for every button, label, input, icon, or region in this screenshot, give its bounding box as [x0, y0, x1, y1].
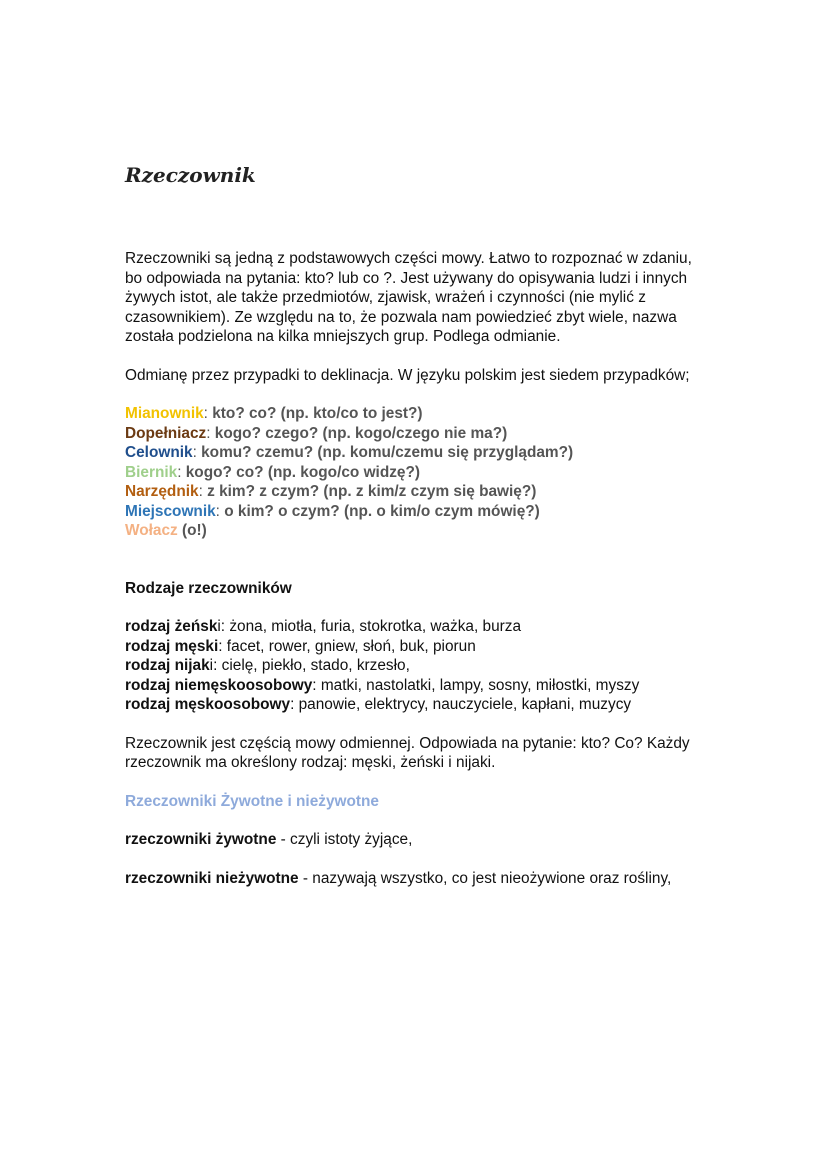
- case-line: [125, 463, 705, 483]
- case-separator: :: [206, 424, 211, 442]
- summary-paragraph: Rzeczownik jest częścią mowy odmiennej. Odpowiada na pytanie: kto? Co? Każdy rzeczownik ma określony rodzaj: męski, żeński i nijaki.: [125, 734, 690, 771]
- intro-paragraph: Rzeczowniki są jedną z podstawowych części mowy. Łatwo to rozpoznać w zdaniu, bo odpowiada na pytania: kto? lub co ?. Jest używany do opisywania ludzi i innych żywych istot, ale także przedmiotów, zjawisk, wrażeń i czynności (nie mylić z czasownikiem). Ze względu na to, że pozwala nam powiedzieć zbyt wiele, nazwa została podzielona na kilka mniejszych grup. Podlega odmianie.: [125, 250, 692, 345]
- case-name: Wołacz: [125, 522, 178, 539]
- gender-name: rodzaj żeńsk: [125, 618, 218, 635]
- case-name: Biernik: [125, 463, 178, 481]
- case-question: (o!): [177, 522, 207, 539]
- document-page: [125, 160, 705, 888]
- definition-text: - nazywają wszystko, co jest nieożywione oraz rośliny,: [298, 869, 672, 887]
- case-separator: :: [192, 444, 197, 461]
- gender-line: [125, 656, 705, 676]
- gender-line: [125, 637, 705, 657]
- gender-name: rodzaj niemęskoosobowy: [125, 676, 313, 694]
- case-line: [125, 404, 705, 424]
- case-separator: :: [198, 483, 203, 500]
- animate-heading: Rzeczowniki Żywotne i nieżywotne: [125, 792, 379, 810]
- case-name: Narzędnik: [125, 483, 199, 500]
- gender-suffix: i: [209, 657, 214, 674]
- gender-line: [125, 617, 705, 637]
- gender-suffix: i: [217, 618, 221, 635]
- gender-examples: : cielę, piekło, stado, krzesło,: [213, 657, 410, 674]
- gender-examples: : facet, rower, gniew, słoń, buk, piorun: [218, 637, 476, 655]
- case-question: kto? co? (np. kto/co to jest?): [207, 405, 423, 422]
- types-heading: Rodzaje rzeczowników: [125, 579, 292, 597]
- case-question: kogo? co? (np. kogo/co widzę?): [181, 463, 421, 481]
- definition-term: rzeczowniki żywotne: [125, 831, 277, 848]
- cases-list: [125, 404, 705, 541]
- inanimate-definition: [125, 869, 705, 889]
- definition-text: - czyli istoty żyjące,: [276, 831, 413, 848]
- case-line: [125, 443, 705, 463]
- case-question: kogo? czego? (np. kogo/czego nie ma?): [210, 424, 508, 442]
- gender-line: [125, 676, 705, 696]
- animate-definition: [125, 830, 705, 850]
- gender-examples: : żona, miotła, furia, stokrotka, ważka, burza: [220, 618, 522, 635]
- case-name: Mianownik: [125, 405, 204, 422]
- case-question: o kim? o czym? (np. o kim/o czym mówię?): [219, 502, 540, 520]
- gender-name: rodzaj męski: [125, 637, 219, 655]
- declension-paragraph: Odmianę przez przypadki to deklinacja. W języku polskim jest siedem przypadków;: [125, 366, 690, 384]
- case-separator: :: [215, 502, 220, 520]
- gender-name: rodzaj męskoosobowy: [125, 696, 291, 713]
- document-title: Rzeczownik: [125, 163, 256, 187]
- genders-list: [125, 617, 705, 715]
- gender-examples: : panowie, elektrycy, nauczyciele, kapłani, muzycy: [290, 696, 632, 713]
- case-name: Miejscownik: [125, 502, 216, 520]
- case-question: z kim? z czym? (np. z kim/z czym się bawię?): [202, 483, 537, 500]
- case-line: [125, 502, 705, 522]
- case-line: [125, 482, 705, 502]
- case-line: [125, 521, 705, 541]
- case-separator: :: [177, 463, 182, 481]
- case-separator: :: [203, 405, 208, 422]
- gender-line: [125, 695, 705, 715]
- case-name: Celownik: [125, 444, 193, 461]
- definition-term: rzeczowniki nieżywotne: [125, 869, 299, 887]
- case-name: Dopełniacz: [125, 424, 207, 442]
- gender-examples: : matki, nastolatki, lampy, sosny, miłostki, myszy: [312, 676, 640, 694]
- case-line: [125, 424, 705, 444]
- gender-name: rodzaj nijak: [125, 657, 210, 674]
- case-question: komu? czemu? (np. komu/czemu się przyglądam?): [196, 444, 574, 461]
